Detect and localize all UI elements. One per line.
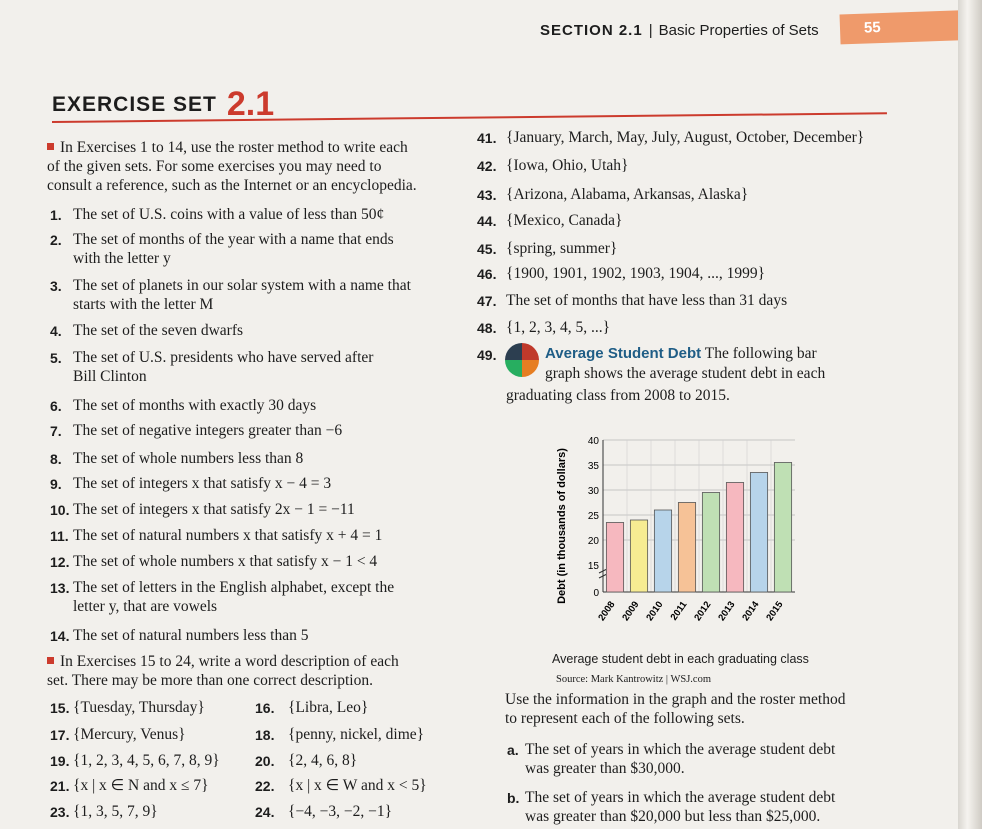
exercise-number: 47.: [477, 293, 497, 309]
y-tick-label: 30: [587, 486, 599, 497]
y-axis-label: Debt (in thousands of dollars): [556, 448, 568, 604]
exercise-number: 7.: [50, 423, 62, 439]
bar-2014: [750, 473, 767, 593]
bar-2008: [606, 523, 623, 593]
exercise-number: 11.: [50, 528, 69, 544]
part-text: The set of years in which the average student debt: [525, 741, 836, 758]
exercise-set-notation: {−4, −3, −2, −1}: [288, 803, 393, 820]
exercise-text: The set of integers x that satisfy x − 4 = 3: [73, 475, 332, 492]
instruction-text: to represent each of the following sets.: [505, 710, 745, 727]
section-number: SECTION 2.1: [540, 22, 643, 39]
x-tick-label: 2015: [764, 599, 786, 624]
exercise-text: {spring, summer}: [506, 240, 618, 257]
exercise-set-notation: {2, 4, 6, 8}: [288, 752, 358, 769]
exercise-text: The set of U.S. presidents who have served after: [73, 349, 374, 366]
bullet-square: [47, 657, 54, 664]
intro-line: [47, 671, 373, 690]
bar-2011: [678, 503, 695, 593]
part-text: was greater than $20,000 but less than $25,000.: [525, 808, 821, 825]
exercise-text: {January, March, May, July, August, October, December}: [506, 129, 865, 146]
page-number-tab: [840, 10, 958, 45]
bar-chart: [545, 420, 835, 635]
exercise-text: letter y, that are vowels: [73, 598, 218, 615]
part-text: The set of years in which the average student debt: [525, 789, 836, 806]
exercise-text: The set of integers x that satisfy 2x − 1 = −11: [73, 501, 355, 518]
exercise-number: 13.: [50, 580, 70, 596]
exercise-number: 48.: [477, 320, 497, 336]
exercise-number: 10.: [50, 502, 70, 518]
exercise-number: 21.: [50, 778, 70, 794]
chart-source: Source: Mark Kantrowitz | WSJ.com: [556, 674, 712, 685]
exercise-49-heading: [545, 344, 817, 363]
exercise-number: 8.: [50, 451, 62, 467]
exercise-text: with the letter y: [73, 250, 171, 267]
graph-icon: [505, 343, 539, 377]
running-header: SECTION 2.1 | Basic Properties of Sets: [540, 22, 819, 39]
exercise-set-notation: {x | x ∈ N and x ≤ 7}: [73, 777, 209, 794]
exercise-text: The set of whole numbers less than 8: [73, 450, 304, 467]
exercise-text: graph shows the average student debt in each: [545, 365, 826, 382]
exercise-text: The set of negative integers greater than −6: [73, 422, 343, 439]
intro-line: [47, 138, 408, 157]
bar-2013: [726, 483, 743, 593]
exercise-number: 41.: [477, 130, 497, 146]
exercise-number: 46.: [477, 266, 497, 282]
exercise-set-notation: {1, 3, 5, 7, 9}: [73, 803, 158, 820]
exercise-text: Bill Clinton: [73, 368, 147, 385]
exercise-number: 44.: [477, 213, 497, 229]
exercise-number: 17.: [50, 727, 70, 743]
exercise-text: The set of U.S. coins with a value of less than 50¢: [73, 206, 385, 223]
book-spine: [958, 0, 982, 829]
part-letter: a.: [507, 742, 519, 758]
exercise-number: 2.: [50, 232, 62, 248]
y-tick-label: 35: [587, 461, 599, 472]
exercise-number: 6.: [50, 398, 62, 414]
exercise-number: 16.: [255, 700, 275, 716]
exercise-number: 9.: [50, 476, 62, 492]
exercise-set-notation: {1, 2, 3, 4, 5, 6, 7, 8, 9}: [73, 752, 220, 769]
exercise-text: The set of months that have less than 31 days: [506, 292, 788, 309]
exercise-text: The following bar: [701, 345, 817, 362]
exercise-number: 4.: [50, 323, 62, 339]
exercise-number: 15.: [50, 700, 70, 716]
intro-text: In Exercises 15 to 24, write a word description of each: [60, 653, 399, 670]
page-number: 55: [863, 19, 881, 37]
exercise-text: graduating class from 2008 to 2015.: [506, 387, 730, 404]
exercise-text: The set of natural numbers x that satisfy x + 4 = 1: [73, 527, 383, 544]
exercise-number: 12.: [50, 554, 70, 570]
exercise-text: The set of natural numbers less than 5: [73, 627, 309, 644]
exercise-text: The set of planets in our solar system with a name that: [73, 277, 411, 294]
exercise-number: 42.: [477, 158, 497, 174]
intro-text: In Exercises 1 to 14, use the roster method to write each: [60, 139, 408, 156]
x-tick-label: 2010: [644, 599, 666, 624]
bar-2012: [702, 493, 719, 593]
exercise-set-notation: {Mercury, Venus}: [73, 726, 186, 743]
y-tick-label: 25: [587, 511, 599, 522]
intro-line: consult a reference, such as the Internet or an encyclopedia.: [47, 177, 417, 194]
intro-line: [47, 652, 399, 671]
exercise-text: The set of whole numbers x that satisfy x − 1 < 4: [73, 553, 378, 570]
exercise-set-notation: {Libra, Leo}: [288, 699, 369, 716]
exercise-number: 19.: [50, 753, 70, 769]
exercise-text: {1, 2, 3, 4, 5, ...}: [506, 319, 611, 336]
x-tick-label: 2008: [596, 599, 618, 624]
x-tick-label: 2009: [620, 599, 642, 624]
exercise-text: {Iowa, Ohio, Utah}: [506, 157, 629, 174]
intro-text: set. There may be more than one correct description.: [47, 672, 373, 689]
exercise-number: 22.: [255, 778, 275, 794]
exercise-set-notation: {x | x ∈ W and x < 5}: [288, 777, 427, 794]
exercise-number: 5.: [50, 350, 62, 366]
exercise-number: 14.: [50, 628, 70, 644]
exercise-number: 3.: [50, 278, 62, 294]
exercise-text: The set of months with exactly 30 days: [73, 397, 317, 414]
exercise-heading: Average Student Debt: [545, 345, 702, 362]
exercise-number: 43.: [477, 187, 497, 203]
y-tick-label: 20: [587, 536, 599, 547]
part-text: was greater than $30,000.: [525, 760, 685, 777]
exercise-number: 23.: [50, 804, 70, 820]
exercise-number: 49.: [477, 347, 497, 363]
instruction-text: Use the information in the graph and the roster method: [505, 691, 846, 708]
exercise-number: 18.: [255, 727, 275, 743]
intro-line: of the given sets. For some exercises you may need to: [47, 158, 382, 175]
exercise-set-number: 2.1: [226, 85, 275, 123]
bullet-square: [47, 143, 54, 150]
y-tick-label: 15: [587, 561, 599, 572]
y-tick-label: 40: [587, 436, 599, 447]
section-title: Basic Properties of Sets: [658, 22, 819, 39]
exercise-text: {Mexico, Canada}: [506, 212, 623, 229]
exercise-text: The set of months of the year with a name that ends: [73, 231, 394, 248]
bar-2015: [774, 463, 791, 593]
x-tick-label: 2011: [668, 599, 690, 623]
exercise-number: 20.: [255, 753, 275, 769]
bar-2010: [654, 510, 671, 592]
chart-caption: Average student debt in each graduating class: [552, 652, 809, 666]
bar-2009: [630, 520, 647, 592]
exercise-set-notation: {Tuesday, Thursday}: [73, 699, 205, 716]
exercise-text: The set of letters in the English alphabet, except the: [73, 579, 395, 596]
exercise-text: {1900, 1901, 1902, 1903, 1904, ..., 1999}: [506, 265, 766, 282]
exercise-set-notation: {penny, nickel, dime}: [288, 726, 425, 743]
exercise-text: {Arizona, Alabama, Arkansas, Alaska}: [506, 186, 749, 203]
part-letter: b.: [507, 790, 520, 806]
x-tick-label: 2012: [692, 599, 714, 624]
y-tick-label: 0: [593, 588, 599, 599]
exercise-text: starts with the letter M: [73, 296, 214, 313]
exercise-text: The set of the seven dwarfs: [73, 322, 244, 339]
x-tick-label: 2014: [740, 599, 762, 624]
exercise-number: 1.: [50, 207, 62, 223]
x-tick-label: 2013: [716, 599, 738, 624]
exercise-number: 24.: [255, 804, 275, 820]
exercise-set-label: EXERCISE SET: [52, 93, 217, 116]
exercise-number: 45.: [477, 241, 497, 257]
